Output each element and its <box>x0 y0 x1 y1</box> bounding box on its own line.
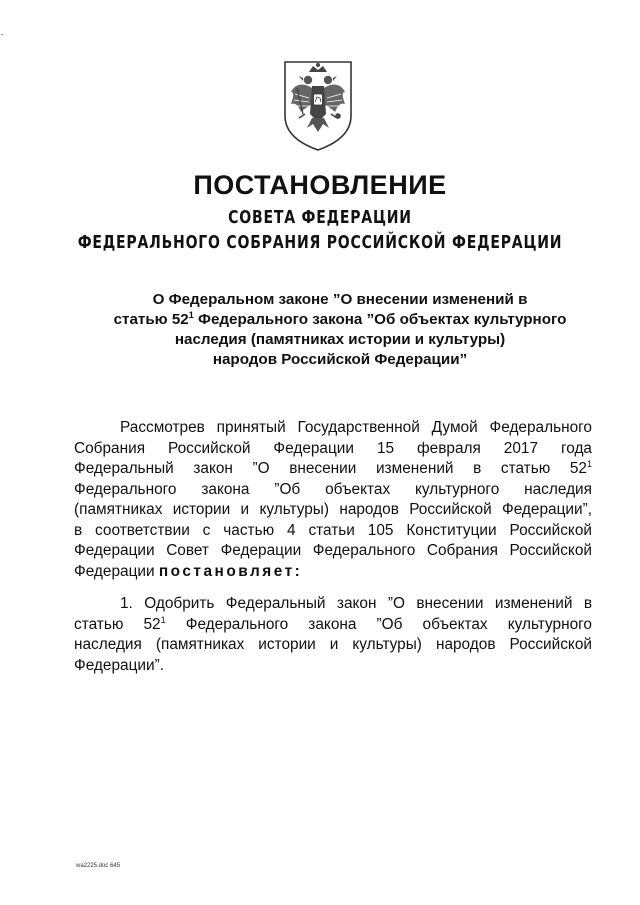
paragraph-line: Федерации Совет Федерации Федерального Собрания Российской <box>74 542 592 559</box>
subject-text: Федерального закона ”Об объектах культурного <box>193 311 567 328</box>
superscript: 1 <box>188 309 194 320</box>
margin-mark <box>1 34 3 35</box>
paragraph-line: в соответствии с частью 4 статьи 105 Конституции Российской <box>74 521 592 539</box>
document-subtitle-assembly: ФЕДЕРАЛЬНОГО СОБРАНИЯ РОССИЙСКОЙ ФЕДЕРАЦИИ <box>77 232 563 253</box>
paragraph-line <box>74 459 592 480</box>
subject-line <box>80 310 600 330</box>
document-subtitle-council: СОВЕТА ФЕДЕРАЦИИ <box>228 207 412 228</box>
paragraph-line: Рассмотрев принятый Государственной Думой Федерального <box>120 419 592 436</box>
subject-text: статью 52 <box>113 311 189 328</box>
paragraph-line: Федерального закона ”Об объектах культурного наследия <box>74 480 592 498</box>
subject-line: народов Российской Федерации” <box>212 351 468 368</box>
paragraph-text: Федерального закона ”Об объектах культурного <box>165 615 592 633</box>
paragraph-text: Федерации <box>74 562 159 580</box>
paragraph-line: Федерации”. <box>74 656 164 674</box>
superscript: 1 <box>160 614 166 625</box>
paragraph-text: Федеральный закон ”О внесении изменений в статью 52 <box>74 460 587 477</box>
paragraph-line: Собрания Российской Федерации 15 февраля 2017 года <box>74 439 592 457</box>
paragraph-line <box>74 562 592 583</box>
resolution-clause-1 <box>74 594 592 676</box>
subject-line: О Федеральном законе ”О внесении изменений в <box>152 291 528 308</box>
resolution-subject <box>80 290 600 370</box>
document-title: ПОСТАНОВЛЕНИЕ <box>193 170 447 200</box>
russian-coat-of-arms-icon <box>279 58 357 154</box>
subject-line: наследия (памятниках истории и культуры) <box>174 331 506 348</box>
paragraph-line: наследия (памятниках истории и культуры) народов Российской <box>74 636 592 653</box>
superscript: 1 <box>586 458 592 469</box>
paragraph-line <box>74 615 592 636</box>
resolves-keyword: постановляет: <box>158 562 303 580</box>
paragraph-text: статью 52 <box>74 615 161 633</box>
preamble-paragraph <box>74 418 592 582</box>
paragraph-line: (памятниках истории и культуры) народов Российской Федерации”, <box>74 501 592 518</box>
document-reference: wa2225.doc 645 <box>76 863 121 869</box>
paragraph-line: 1. Одобрить Федеральный закон ”О внесении изменений в <box>120 595 592 612</box>
